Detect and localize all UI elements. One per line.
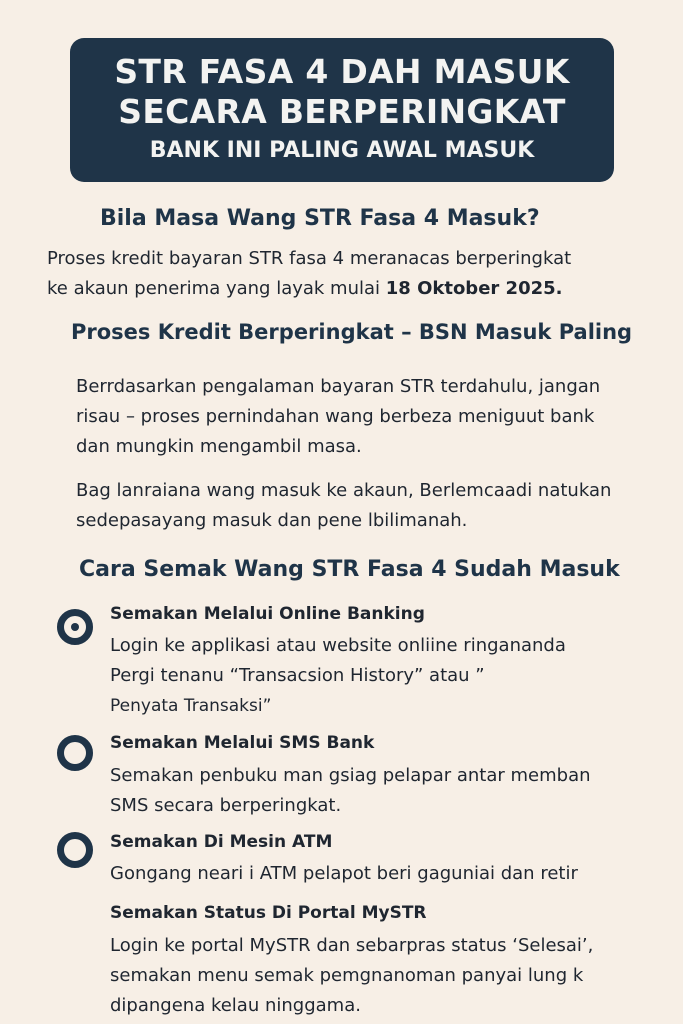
bullet-ring-icon [57,832,93,868]
paragraph-line: Login ke applikasi atau website onliine ringananda [110,635,566,656]
section-process-paragraph-2 [76,476,611,536]
paragraph-line [47,274,571,304]
paragraph-line: Penyata Transaksi” [110,696,272,716]
paragraph-line: Login ke portal MySTR dan sebarpras status ‘Selesai’, [110,935,594,956]
paragraph-line: dipangena kelau ninggama. [110,995,361,1016]
check-method-text [110,761,591,821]
paragraph-line: Bag lanraiana wang masuk ke akaun, Berlemcaadi natukan [76,480,612,501]
banner-title-line-1: STR FASA 4 DAH MASUK [114,52,570,91]
paragraph-line: Semakan penbuku man gsiag pelapar antar memban [110,765,591,786]
paragraph-text: ke akaun penerima yang layak mulai [47,278,386,299]
bullet-ring-icon [57,609,93,645]
paragraph-line: Proses kredit bayaran STR fasa 4 meranacas berperingkat [47,248,572,269]
paragraph-line: sedepasayang masuk dan pene lbilimanah. [76,510,468,531]
credit-date: 18 Oktober 2025. [385,278,563,299]
banner-subtitle: BANK INI PALING AWAL MASUK [149,138,535,163]
check-method-title: Semakan Di Mesin ATM [110,832,333,852]
paragraph-line: Berrdasarkan pengalaman bayaran STR terdahulu, jangan [76,376,601,397]
check-method-text [110,859,578,889]
section-when-text [47,244,571,304]
section-heading-process: Proses Kredit Berperingkat – BSN Masuk Paling [71,320,633,344]
paragraph-line: risau – proses pernindahan wang berbeza meniguut bank [76,406,595,427]
section-heading-check: Cara Semak Wang STR Fasa 4 Sudah Masuk [79,557,620,582]
check-method-text [110,931,593,1021]
bullet-ring-icon [57,735,93,771]
banner-title-line-2: SECARA BERPERINGKAT [118,92,566,131]
title-banner [70,38,614,182]
paragraph-line: semakan menu semak pemgnanoman panyai lung k [110,965,584,986]
section-heading-when: Bila Masa Wang STR Fasa 4 Masuk? [100,206,540,231]
check-method-title: Semakan Melalui SMS Bank [110,733,375,753]
paragraph-line: dan mungkin mengambil masa. [76,436,362,457]
check-method-title: Semakan Melalui Online Banking [110,604,425,624]
paragraph-line: Pergi tenanu “Transacsion History” atau ” [110,665,485,686]
check-method-text [110,631,566,721]
paragraph-line: SMS secara berperingkat. [110,795,342,816]
section-process-paragraph-1 [76,372,600,462]
paragraph-line: Gongang neari i ATM pelapot beri gaguniai dan retir [110,863,578,884]
check-method-title: Semakan Status Di Portal MySTR [110,903,427,923]
